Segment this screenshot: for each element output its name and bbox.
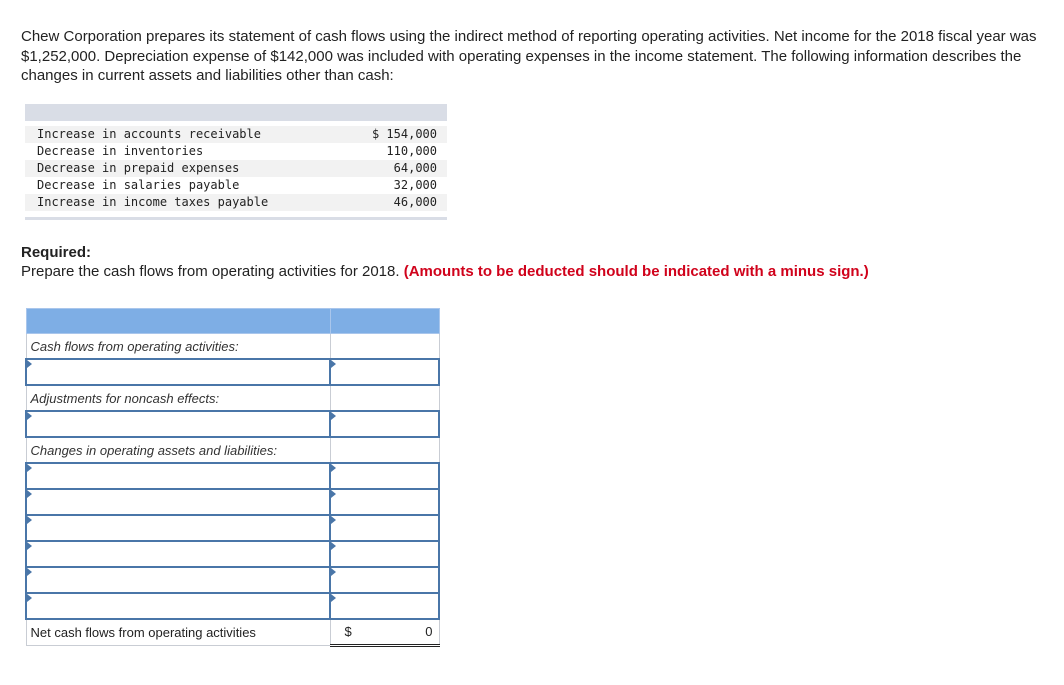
noncash-amount-input[interactable] [330,411,439,437]
currency-symbol: $ [344,624,352,639]
change-label: Decrease in inventories [25,143,339,160]
dropdown-marker-icon [27,464,32,472]
total-row [26,619,439,646]
change-label-input[interactable] [26,463,330,489]
dropdown-marker-icon [331,594,336,602]
change-amount-input[interactable] [330,515,439,541]
change-amount-input[interactable] [330,567,439,593]
dropdown-marker-icon [331,412,336,420]
net-cash-flows-total [330,619,439,646]
table-row [25,126,447,143]
change-label-input[interactable] [26,541,330,567]
net-income-amount-input[interactable] [330,359,439,385]
noncash-adjustments-label: Adjustments for noncash effects: [26,385,330,411]
problem-intro: Chew Corporation prepares its statement of cash flows using the indirect method of reporting operating activities. Net income for the 2018 fiscal year was $1,252,000. Depreciation expense of $142,000 was included with operating expenses in the income statement. The following information describes the changes in current assets and liabilities other than cash: [21,28,1037,84]
table-row [26,515,439,541]
worksheet-header [26,309,439,334]
change-amount-input[interactable] [330,463,439,489]
cash-flow-worksheet [25,308,440,647]
dropdown-marker-icon [331,542,336,550]
dropdown-marker-icon [27,360,32,368]
table-row [26,334,439,360]
operating-activities-label: Cash flows from operating activities: [26,334,330,360]
change-amount-input[interactable] [330,541,439,567]
table-row [25,143,447,160]
table-row [26,541,439,567]
table-row [25,194,447,211]
net-cash-flows-value: 0 [425,624,433,639]
table-row [26,385,439,411]
change-label-input[interactable] [26,489,330,515]
dropdown-marker-icon [331,490,336,498]
required-heading: Required: [21,244,92,261]
change-label-input[interactable] [26,593,330,619]
required-instructions [21,262,1046,281]
dropdown-marker-icon [27,516,32,524]
change-amount: 64,000 [339,160,447,177]
table-row [25,177,447,194]
table-row [25,160,447,177]
net-income-label-input[interactable] [26,359,330,385]
dropdown-marker-icon [27,542,32,550]
table-row [26,593,439,619]
required-text: Prepare the cash flows from operating activities for 2018. [21,263,400,280]
dropdown-marker-icon [27,568,32,576]
required-note: (Amounts to be deducted should be indicated with a minus sign.) [403,263,869,280]
required-section [21,243,1046,281]
dropdown-marker-icon [331,464,336,472]
change-amount-input[interactable] [330,489,439,515]
dropdown-marker-icon [27,490,32,498]
change-label: Decrease in prepaid expenses [25,160,339,177]
table-row [26,411,439,437]
dropdown-marker-icon [331,516,336,524]
operating-changes-label: Changes in operating assets and liabilities: [26,437,330,463]
table-row [26,567,439,593]
change-amount-input[interactable] [330,593,439,619]
change-label: Increase in income taxes payable [25,194,339,211]
dropdown-marker-icon [331,568,336,576]
table-row [26,463,439,489]
change-amount: 32,000 [339,177,447,194]
table-row [26,359,439,385]
table-row [26,489,439,515]
net-cash-flows-label: Net cash flows from operating activities [26,619,330,646]
changes-table [25,104,447,220]
change-label: Increase in accounts receivable [25,126,339,143]
table-row [26,437,439,463]
change-label-input[interactable] [26,515,330,541]
dropdown-marker-icon [27,412,32,420]
change-amount: 110,000 [339,143,447,160]
dropdown-marker-icon [27,594,32,602]
noncash-label-input[interactable] [26,411,330,437]
dropdown-marker-icon [331,360,336,368]
change-label-input[interactable] [26,567,330,593]
change-amount: 46,000 [339,194,447,211]
change-amount: $ 154,000 [339,126,447,143]
change-label: Decrease in salaries payable [25,177,339,194]
